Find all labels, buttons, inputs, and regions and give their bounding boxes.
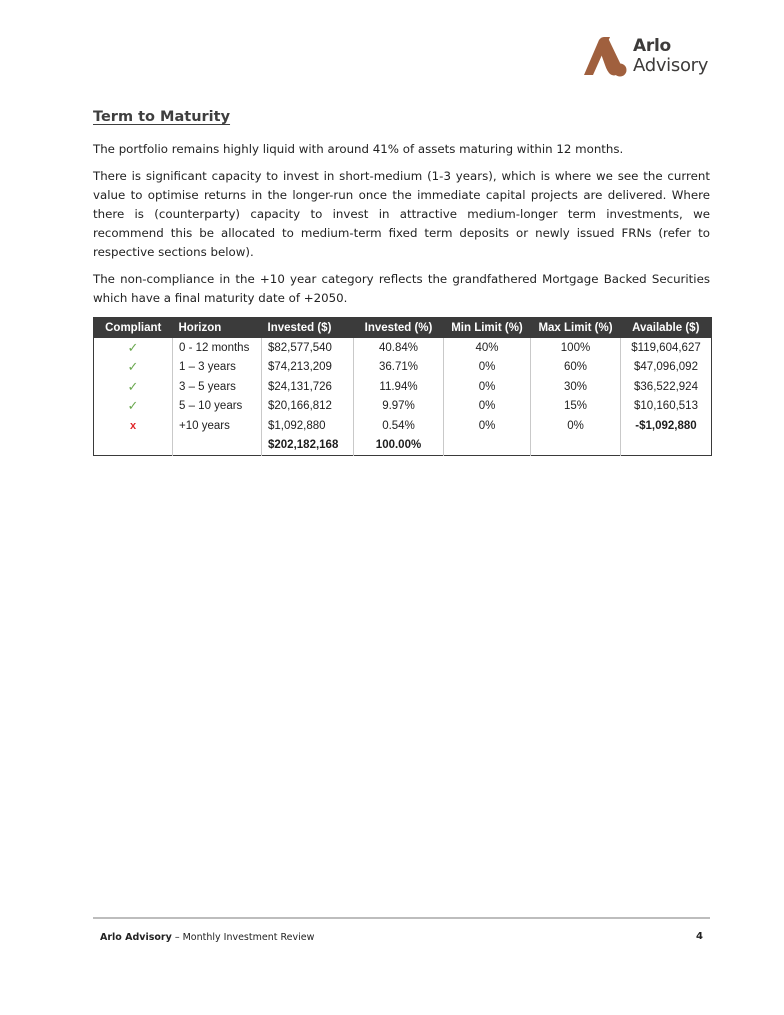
cell-available: $47,096,092	[621, 358, 712, 378]
cell-invested-pct: 0.54%	[354, 416, 444, 436]
cell-invested-pct: 36.71%	[354, 358, 444, 378]
check-icon: ✓	[127, 378, 139, 394]
cell-min-limit: 0%	[444, 358, 531, 378]
header-max-limit: Max Limit (%)	[531, 318, 621, 339]
table-row	[94, 397, 712, 417]
total-invested: $202,182,168	[262, 436, 354, 456]
table-header-row	[94, 318, 712, 339]
header-invested-percent: Invested (%)	[354, 318, 444, 339]
cell-invested: $74,213,209	[262, 358, 354, 378]
check-icon: ✓	[127, 398, 139, 414]
cell-invested: $24,131,726	[262, 377, 354, 397]
cell-available-negative: -$1,092,880	[621, 416, 712, 436]
cell-invested-pct: 11.94%	[354, 377, 444, 397]
cell-invested: $82,577,540	[262, 338, 354, 358]
body-text	[93, 140, 710, 316]
logo-word-arlo: Arlo	[633, 36, 671, 56]
cell-min-limit: 40%	[444, 338, 531, 358]
cell-invested: $20,166,812	[262, 397, 354, 417]
cell-max-limit: 60%	[531, 358, 621, 378]
cell-invested-pct: 9.97%	[354, 397, 444, 417]
cell-max-limit: 30%	[531, 377, 621, 397]
header-compliant: Compliant	[94, 318, 173, 339]
cell-min-limit: 0%	[444, 416, 531, 436]
footer-brand: Arlo Advisory	[100, 932, 172, 943]
header-invested-dollars: Invested ($)	[262, 318, 354, 339]
cell-min-limit: 0%	[444, 397, 531, 417]
table-row	[94, 358, 712, 378]
cell-max-limit: 100%	[531, 338, 621, 358]
header-available: Available ($)	[621, 318, 712, 339]
header-min-limit: Min Limit (%)	[444, 318, 531, 339]
cell-available: $36,522,924	[621, 377, 712, 397]
cell-horizon: 3 – 5 years	[173, 377, 262, 397]
footer-divider	[93, 917, 710, 919]
cell-horizon: 0 - 12 months	[173, 338, 262, 358]
cell-horizon: 1 – 3 years	[173, 358, 262, 378]
paragraph-non-compliance: The non-compliance in the +10 year category reflects the grandfathered Mortgage Backed Securities which have a final maturity date of +2050.	[93, 272, 710, 305]
footer-title	[100, 932, 314, 943]
section-title: Term to Maturity	[93, 109, 231, 125]
cell-horizon: 5 – 10 years	[173, 397, 262, 417]
cell-min-limit: 0%	[444, 377, 531, 397]
check-icon: ✓	[127, 339, 139, 355]
cell-available: $119,604,627	[621, 338, 712, 358]
logo-word-advisory: Advisory	[633, 55, 709, 76]
cell-max-limit: 0%	[531, 416, 621, 436]
cell-horizon: +10 years	[173, 416, 262, 436]
arlo-advisory-logo	[582, 36, 712, 80]
paragraph-liquidity: The portfolio remains highly liquid with around 41% of assets maturing within 12 months.	[93, 142, 624, 156]
paragraph-capacity: There is significant capacity to invest in short-medium (1-3 years), which is where we see the current value to optimise returns in the longer-run once the immediate capital projects are delivered. Where there is (counterparty) capacity to invest in attractive medium-longer term investments, we recommend this be allocated to medium-term fixed term deposits or newly issued FRNs (refer to respective sections below).	[93, 169, 710, 259]
table-row	[94, 377, 712, 397]
term-to-maturity-table	[93, 317, 712, 456]
cell-max-limit: 15%	[531, 397, 621, 417]
footer-subtitle: – Monthly Investment Review	[171, 932, 315, 943]
page-number: 4	[696, 931, 703, 942]
total-invested-pct: 100.00%	[354, 436, 444, 456]
arlo-logo-icon	[582, 37, 628, 77]
cell-available: $10,160,513	[621, 397, 712, 417]
cross-icon: x	[129, 419, 137, 432]
cell-invested-pct: 40.84%	[354, 338, 444, 358]
check-icon: ✓	[127, 359, 139, 375]
table-row	[94, 416, 712, 436]
cell-invested: $1,092,880	[262, 416, 354, 436]
table-total-row	[94, 436, 712, 456]
header-horizon: Horizon	[173, 318, 262, 339]
table-row	[94, 338, 712, 358]
